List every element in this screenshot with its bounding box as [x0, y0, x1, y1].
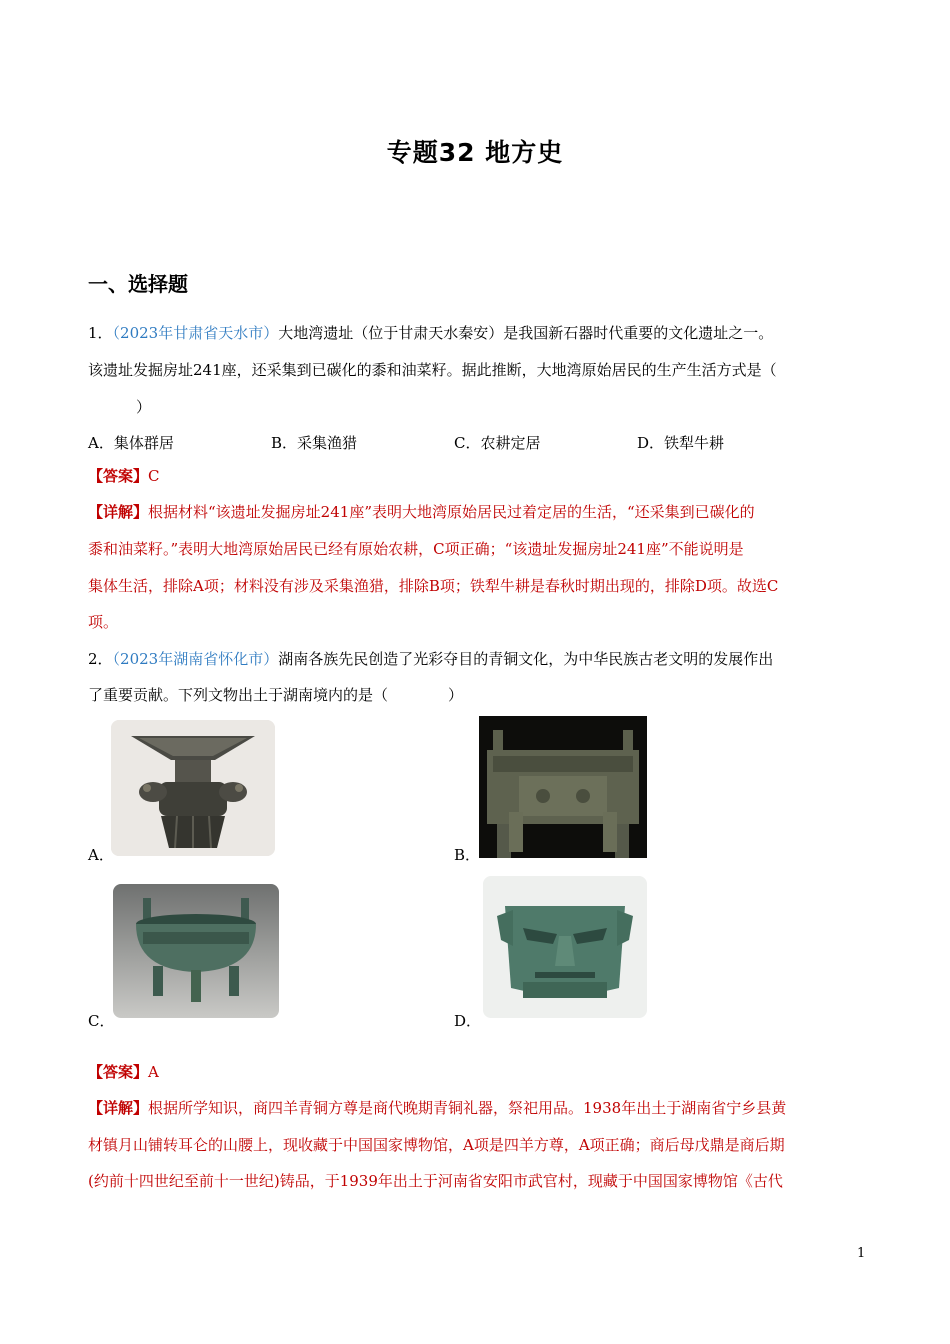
q1-answer-tag: 【答案】 [88, 467, 149, 485]
q1-detail-4: 项。 [88, 613, 119, 631]
q2-answer-tag: 【答案】 [88, 1063, 149, 1081]
q2-answer [88, 1061, 159, 1083]
round-ding-icon[interactable] [113, 884, 279, 1018]
q1-answer-value: C [148, 467, 160, 485]
section-heading: 一、选择题 [88, 272, 188, 296]
q2-stem-2-text: 了重要贡献。下列文物出土于湖南境内的是（ [88, 686, 389, 704]
q1-stem-1: 大地湾遗址（位于甘肃天水秦安）是我国新石器时代重要的文化遗址之一。 [278, 324, 774, 342]
q2-detail-2: 材镇月山铺转耳仑的山腰上，现收藏于中国国家博物馆，A项是四羊方尊，A项正确；商后母戊鼎是商后期 [88, 1136, 785, 1154]
q2-source: （2023年湖南省怀化市） [112, 650, 279, 668]
q1-detail-3: 集体生活，排除A项；材料没有涉及采集渔猎，排除B项；铁犁牛耕是春秋时期出现的，排除D项。故选C [88, 577, 779, 595]
q2-detail-tag: 【详解】 [88, 1099, 149, 1117]
q2-stem-2 [88, 684, 463, 706]
q1-stem-2: 该遗址发掘房址241座，还采集到已碳化的黍和油菜籽。据此推断，大地湾原始居民的生产生活方式是（ [88, 361, 777, 379]
q1-option-d[interactable]: D．铁犁牛耕 [637, 434, 725, 452]
q1-detail-text-1: 根据材料“该遗址发掘房址241座”表明大地湾原始居民过着定居的生活，“还采集到已碳化的 [148, 503, 755, 521]
q1-answer [88, 465, 160, 487]
q1-detail-tag: 【详解】 [88, 503, 149, 521]
q1-option-c[interactable]: C．农耕定居 [454, 434, 541, 452]
q2-line-1 [88, 648, 773, 670]
bronze-mask-icon[interactable] [483, 876, 647, 1018]
four-ram-square-zun-icon[interactable] [111, 720, 275, 856]
q1-detail-2: 黍和油菜籽。”表明大地湾原始居民已经有原始农耕，C项正确；“该遗址发掘房址241座”不能说明是 [88, 540, 744, 558]
q2-option-c[interactable]: C． [88, 1012, 115, 1030]
q2-option-a[interactable]: A． [88, 846, 114, 864]
square-ding-icon[interactable] [479, 716, 647, 858]
q2-answer-value: A [148, 1063, 159, 1081]
q1-number: 1． [88, 324, 113, 342]
q1-stem-3: ） [136, 398, 152, 416]
page-number: 1 [857, 1246, 866, 1261]
q1-source: （2023年甘肃省天水市） [112, 324, 279, 342]
q2-detail-3: (约前十四世纪至前十一世纪)铸品，于1939年出土于河南省安阳市武官村，现藏于中国国家博物馆《古代 [88, 1172, 783, 1190]
q2-option-b[interactable]: B． [454, 846, 481, 864]
q1-option-b[interactable]: B．采集渔猎 [271, 434, 358, 452]
q2-option-d[interactable]: D． [454, 1012, 482, 1030]
q1-option-a[interactable]: A．集体群居 [88, 434, 174, 452]
q2-stem-2-end: ） [448, 686, 464, 704]
q1-line-1 [88, 322, 773, 344]
q2-number: 2． [88, 650, 113, 668]
page-title: 专题32 地方史 [386, 138, 564, 167]
q2-stem-1: 湖南各族先民创造了光彩夺目的青铜文化，为中华民族古老文明的发展作出 [278, 650, 774, 668]
q1-detail-1 [88, 501, 755, 523]
q2-detail-1 [88, 1097, 786, 1119]
q2-detail-text-1: 根据所学知识，商四羊青铜方尊是商代晚期青铜礼器，祭祀用品。1938年出土于湖南省宁乡县黄 [148, 1099, 787, 1117]
